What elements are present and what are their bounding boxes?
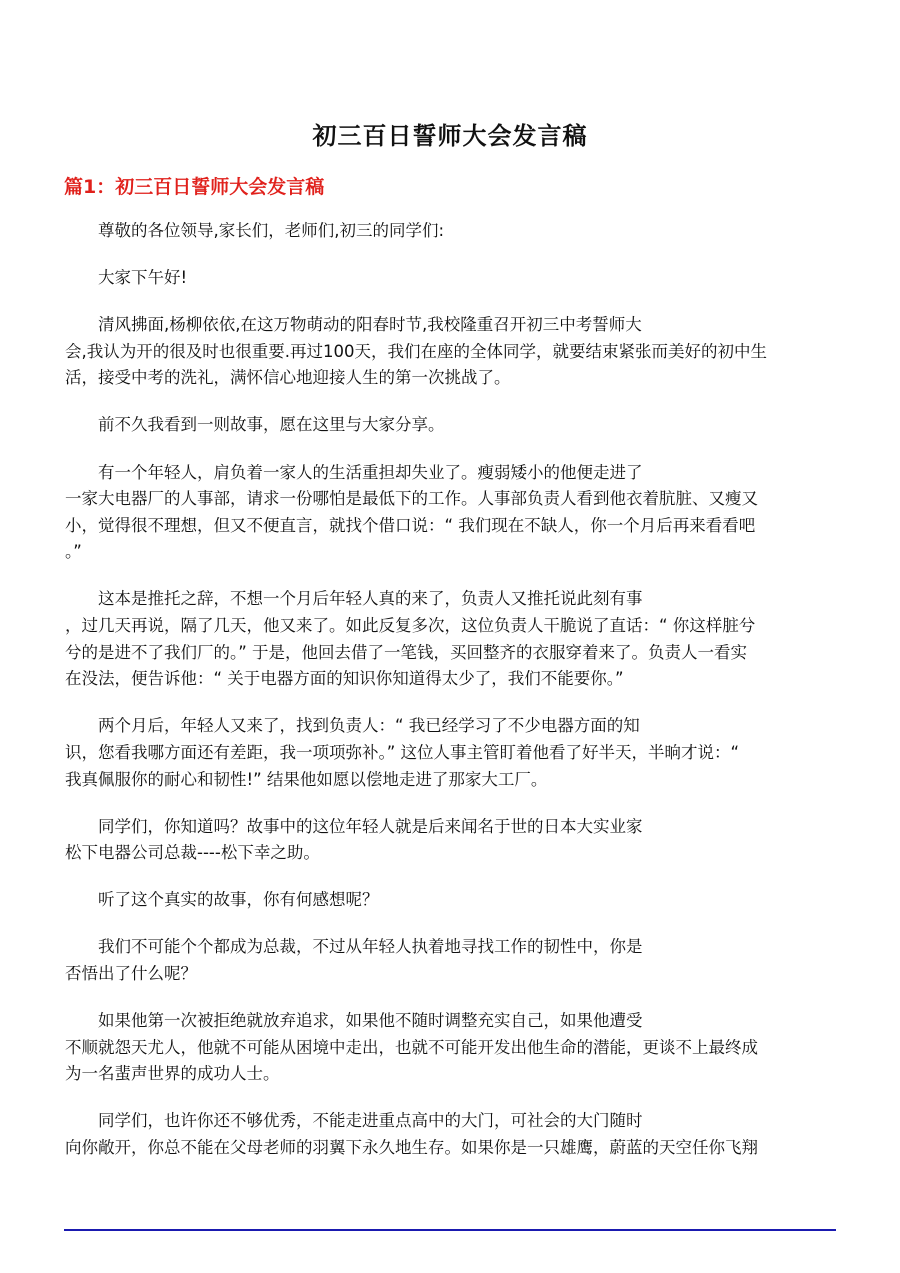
section-heading: 篇1：初三百日誓师大会发言稿: [64, 176, 325, 198]
paragraph: [65, 934, 835, 987]
paragraph: [65, 218, 835, 245]
paragraph-line: ，过几天再说，隔了几天，他又来了。如此反复多次，这位负责人干脆说了直话：“ 你这样脏兮: [65, 616, 756, 636]
paragraph-line: 不顺就怨天尤人，他就不可能从困境中走出，也就不可能开发出他生命的潜能，更谈不上最终成: [65, 1037, 758, 1057]
footer-divider: [64, 1229, 836, 1231]
paragraph-line: 向你敞开，你总不能在父母老师的羽翼下永久地生存。如果你是一只雄鹰，蔚蓝的天空任你飞翔: [65, 1137, 758, 1157]
paragraph: [65, 265, 835, 292]
paragraph: [65, 586, 835, 692]
paragraph-line: 小，觉得很不理想，但又不便直言，就找个借口说：“ 我们现在不缺人，你一个月后再来看看吧: [65, 515, 756, 535]
document-title: 初三百日誓师大会发言稿: [312, 122, 588, 150]
paragraph-line: 同学们，你知道吗？故事中的这位年轻人就是后来闻名于世的日本大实业家: [98, 816, 643, 836]
paragraph-line: 听了这个真实的故事，你有何感想呢？: [98, 890, 379, 910]
paragraph: [65, 412, 835, 439]
paragraph: [65, 460, 835, 566]
paragraph-line: 我们不可能个个都成为总裁，不过从年轻人执着地寻找工作的韧性中，你是: [98, 937, 643, 957]
paragraph-line: 识，您看我哪方面还有差距，我一项项弥补。” 这位人事主管盯着他看了好半天，半晌才说：“: [65, 742, 740, 762]
paragraph: [65, 713, 835, 793]
paragraph: [65, 887, 835, 914]
paragraph-line: 前不久我看到一则故事，愿在这里与大家分享。: [98, 415, 445, 435]
paragraph: [65, 312, 835, 392]
paragraph-line: 如果他第一次被拒绝就放弃追求，如果他不随时调整充实自己，如果他遭受: [98, 1011, 643, 1031]
paragraph-line: 大家下午好!: [98, 268, 188, 288]
paragraph-line: 这本是推托之辞，不想一个月后年轻人真的来了，负责人又推托说此刻有事: [98, 589, 643, 609]
paragraph: [65, 814, 835, 867]
paragraph-line: 为一名蜚声世界的成功人士。: [65, 1064, 280, 1084]
paragraph-line: 活，接受中考的洗礼，满怀信心地迎接人生的第一次挑战了。: [65, 368, 511, 388]
paragraph-line: 同学们，也许你还不够优秀，不能走进重点高中的大门，可社会的大门随时: [98, 1111, 643, 1131]
paragraph-line: 。”: [65, 542, 82, 562]
paragraph-line: 一家大电器厂的人事部，请求一份哪怕是最低下的工作。人事部负责人看到他衣着肮脏、又瘦又: [65, 489, 758, 509]
document-body: [65, 218, 835, 1182]
paragraph-line: 松下电器公司总裁----松下幸之助。: [65, 843, 320, 863]
paragraph-line: 兮的是进不了我们厂的。” 于是，他回去借了一笔钱，买回整齐的衣服穿着来了。负责人一看实: [65, 642, 748, 662]
paragraph-line: 否悟出了什么呢？: [65, 963, 197, 983]
paragraph-line: 有一个年轻人，肩负着一家人的生活重担却失业了。瘦弱矮小的他便走进了: [98, 462, 643, 482]
paragraph-line: 在没法，便告诉他：“ 关于电器方面的知识你知道得太少了，我们不能要你。”: [65, 669, 624, 689]
paragraph-line: 清风拂面,杨柳依依,在这万物萌动的阳春时节,我校隆重召开初三中考誓师大: [98, 315, 642, 335]
paragraph-line: 会,我认为开的很及时也很重要.再过100天，我们在座的全体同学，就要结束紧张而美好的初中生: [65, 341, 767, 361]
paragraph-line: 尊敬的各位领导,家长们，老师们,初三的同学们:: [98, 221, 445, 240]
paragraph-line: 我真佩服你的耐心和韧性!” 结果他如愿以偿地走进了那家大工厂。: [65, 769, 548, 789]
paragraph-line: 两个月后，年轻人又来了，找到负责人：“ 我已经学习了不少电器方面的知: [98, 716, 640, 736]
paragraph: [65, 1008, 835, 1088]
paragraph: [65, 1108, 835, 1161]
